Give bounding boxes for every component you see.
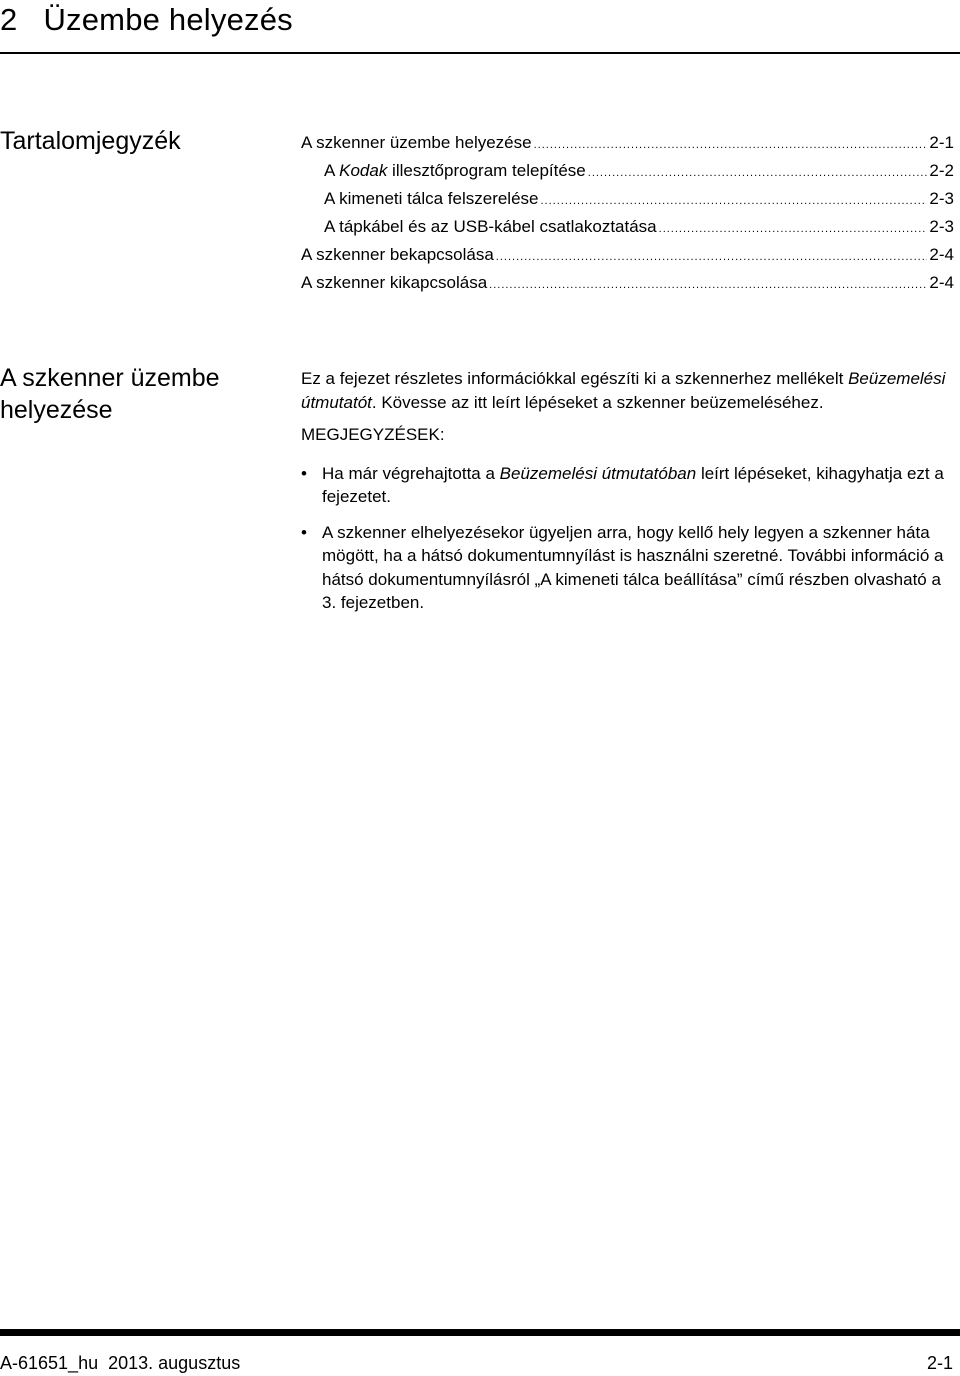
toc-entry[interactable] — [301, 217, 954, 245]
note-item: • A szkenner elhelyezésekor ügyeljen arra, hogy kellő hely legyen a szkenner háta mögött, ha a hátsó dokumentumnyílást is használni szeretné. További információ a hátsó dokumentumnyílásról „A kimeneti tálca beállítása” című részben olvasható a 3. fejezetben. — [301, 522, 944, 612]
toc-heading: Tartalomjegyzék — [0, 127, 181, 155]
footer-page-number: 2-1 — [926, 1353, 953, 1373]
toc-entry[interactable] — [301, 245, 954, 273]
toc-entry-title: A szkenner kikapcsolása — [301, 273, 488, 292]
toc-entry[interactable] — [301, 133, 954, 161]
intro-paragraph: Ez a fejezet részletes információkkal egészíti ki a szkennerhez mellékelt Beüzemelési útmutatót. Kövesse az itt leírt lépéseket a szkenner beüzemeléséhez. — [301, 369, 946, 412]
chapter-title-text: Üzembe helyezés — [43, 2, 293, 37]
note-item: • Ha már végrehajtotta a Beüzemelési útmutatóban leírt lépéseket, kihagyhatja ezt a fejezetet. — [301, 463, 944, 506]
toc-entry[interactable] — [301, 273, 954, 301]
bullet-icon: • — [301, 522, 307, 542]
notes-list — [301, 462, 956, 615]
chapter-number: 2 — [0, 2, 18, 37]
bullet-icon: • — [301, 463, 307, 483]
section-body — [301, 367, 956, 615]
toc-leader-dots — [541, 195, 928, 207]
toc-entry-page: 2-3 — [929, 217, 954, 236]
toc-entry-title: A tápkábel és az USB-kábel csatlakoztatása — [324, 217, 657, 236]
top-rule — [0, 52, 960, 54]
toc-entry-page: 2-1 — [929, 133, 954, 152]
toc-leader-dots — [534, 139, 928, 151]
toc-entry-page: 2-4 — [929, 273, 954, 292]
toc-leader-dots — [588, 167, 928, 179]
toc-entry-title: A szkenner bekapcsolása — [301, 245, 494, 264]
toc-entry-title: A szkenner üzembe helyezése — [301, 133, 532, 152]
toc-entry-title: A Kodak illesztőprogram telepítése — [324, 161, 586, 180]
toc-entry[interactable] — [301, 161, 954, 189]
table-of-contents — [301, 133, 954, 301]
toc-entry-title: A kimeneti tálca felszerelése — [324, 189, 539, 208]
toc-leader-dots — [489, 279, 927, 291]
footer-doc-info — [0, 1353, 240, 1374]
chapter-title — [0, 2, 293, 38]
toc-entry-page: 2-2 — [929, 161, 954, 180]
toc-entry-page: 2-4 — [929, 245, 954, 264]
toc-entry-page: 2-3 — [929, 189, 954, 208]
toc-leader-dots — [496, 251, 928, 263]
section-heading: A szkenner üzembe helyezése — [0, 364, 220, 424]
footer-date: 2013. augusztus — [108, 1353, 241, 1373]
footer-doc-id: A-61651_hu — [0, 1353, 99, 1373]
toc-leader-dots — [659, 223, 928, 235]
notes-heading: MEGJEGYZÉSEK: — [301, 425, 445, 444]
bottom-rule — [0, 1329, 960, 1336]
toc-entry[interactable] — [301, 189, 954, 217]
